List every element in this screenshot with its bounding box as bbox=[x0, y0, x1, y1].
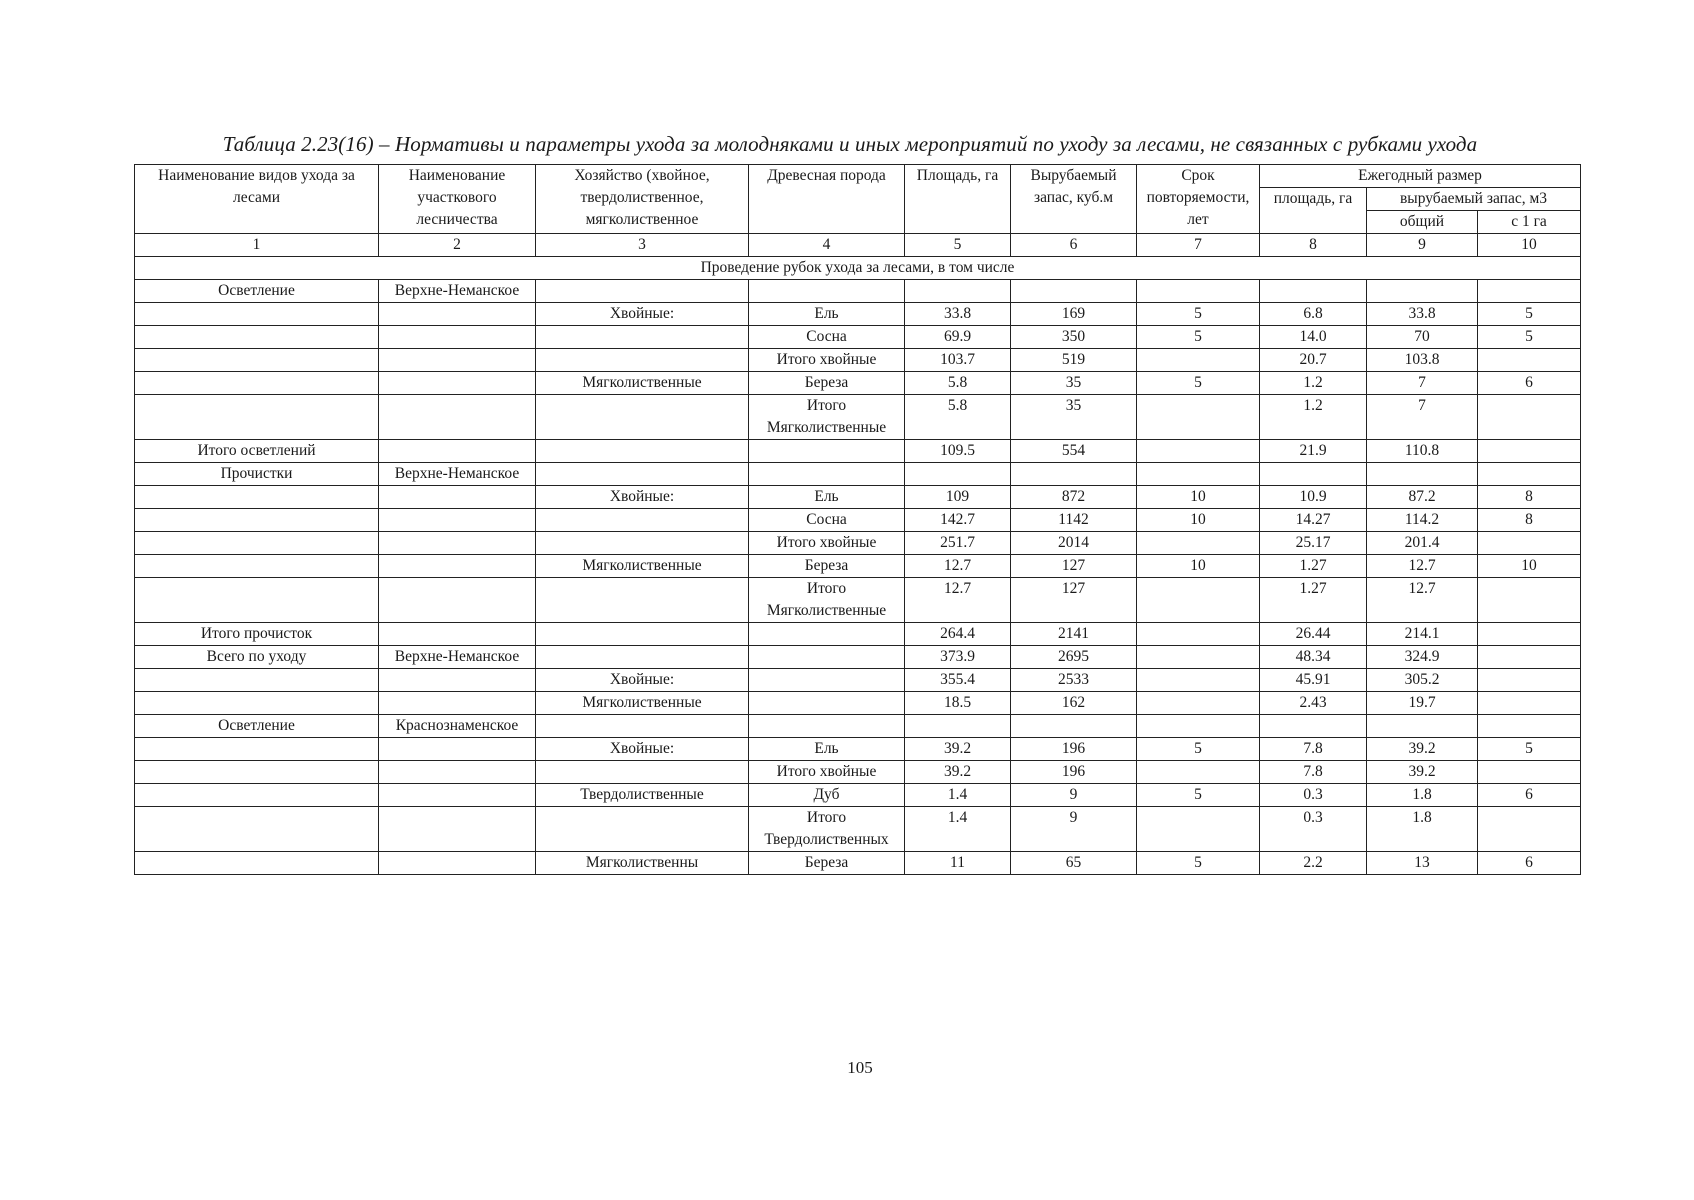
annual-stock-per-ha-cell bbox=[1478, 646, 1581, 669]
table-row bbox=[135, 509, 1581, 532]
column-number: 9 bbox=[1367, 234, 1478, 257]
area-cell: 33.8 bbox=[905, 303, 1011, 326]
care-type-cell bbox=[135, 578, 379, 623]
care-type-cell: Прочистки bbox=[135, 463, 379, 486]
economy-cell: Хвойные: bbox=[536, 486, 749, 509]
species-cell: Береза bbox=[749, 852, 905, 875]
annual-area-cell: 2.43 bbox=[1260, 692, 1367, 715]
species-cell: Итого Мягколиственные bbox=[749, 578, 905, 623]
care-type-cell bbox=[135, 738, 379, 761]
repeat-period-cell: 5 bbox=[1137, 372, 1260, 395]
repeat-period-cell bbox=[1137, 669, 1260, 692]
forestry-cell bbox=[379, 852, 536, 875]
forestry-cell bbox=[379, 486, 536, 509]
column-number: 2 bbox=[379, 234, 536, 257]
economy-cell bbox=[536, 463, 749, 486]
annual-stock-total-cell: 87.2 bbox=[1367, 486, 1478, 509]
species-cell bbox=[749, 646, 905, 669]
repeat-period-cell: 5 bbox=[1137, 738, 1260, 761]
annual-area-cell: 6.8 bbox=[1260, 303, 1367, 326]
cut-stock-cell: 196 bbox=[1011, 761, 1137, 784]
area-cell: 12.7 bbox=[905, 578, 1011, 623]
forestry-cell bbox=[379, 669, 536, 692]
care-type-cell bbox=[135, 509, 379, 532]
care-type-cell bbox=[135, 372, 379, 395]
species-cell: Дуб bbox=[749, 784, 905, 807]
annual-stock-total-cell: 13 bbox=[1367, 852, 1478, 875]
section-title: Проведение рубок ухода за лесами, в том числе bbox=[135, 257, 1581, 280]
annual-stock-per-ha-cell: 6 bbox=[1478, 784, 1581, 807]
header-stock-total: общий bbox=[1367, 211, 1478, 234]
economy-cell bbox=[536, 395, 749, 440]
annual-stock-per-ha-cell: 5 bbox=[1478, 738, 1581, 761]
species-cell: Итого хвойные bbox=[749, 532, 905, 555]
annual-stock-per-ha-cell bbox=[1478, 761, 1581, 784]
forestry-cell bbox=[379, 349, 536, 372]
table-row bbox=[135, 623, 1581, 646]
annual-area-cell: 1.2 bbox=[1260, 372, 1367, 395]
area-cell bbox=[905, 280, 1011, 303]
economy-cell bbox=[536, 280, 749, 303]
species-cell: Сосна bbox=[749, 326, 905, 349]
annual-stock-total-cell: 39.2 bbox=[1367, 761, 1478, 784]
annual-area-cell: 7.8 bbox=[1260, 738, 1367, 761]
forestry-cell bbox=[379, 303, 536, 326]
care-type-cell: Осветление bbox=[135, 280, 379, 303]
annual-stock-total-cell: 7 bbox=[1367, 395, 1478, 440]
cut-stock-cell: 2141 bbox=[1011, 623, 1137, 646]
table-row bbox=[135, 463, 1581, 486]
care-type-cell bbox=[135, 532, 379, 555]
annual-stock-total-cell: 214.1 bbox=[1367, 623, 1478, 646]
forestry-cell: Верхне-Неманское bbox=[379, 463, 536, 486]
table-row bbox=[135, 555, 1581, 578]
table-row bbox=[135, 395, 1581, 440]
area-cell: 251.7 bbox=[905, 532, 1011, 555]
cut-stock-cell: 872 bbox=[1011, 486, 1137, 509]
species-cell bbox=[749, 715, 905, 738]
repeat-period-cell bbox=[1137, 715, 1260, 738]
area-cell: 1.4 bbox=[905, 807, 1011, 852]
cut-stock-cell: 1142 bbox=[1011, 509, 1137, 532]
table-row bbox=[135, 532, 1581, 555]
annual-area-cell: 26.44 bbox=[1260, 623, 1367, 646]
economy-cell bbox=[536, 807, 749, 852]
area-cell bbox=[905, 463, 1011, 486]
annual-stock-total-cell: 7 bbox=[1367, 372, 1478, 395]
repeat-period-cell: 5 bbox=[1137, 303, 1260, 326]
column-number-row bbox=[135, 234, 1581, 257]
annual-stock-per-ha-cell: 10 bbox=[1478, 555, 1581, 578]
table-row bbox=[135, 646, 1581, 669]
column-number: 7 bbox=[1137, 234, 1260, 257]
area-cell: 5.8 bbox=[905, 395, 1011, 440]
table-row bbox=[135, 280, 1581, 303]
column-number: 3 bbox=[536, 234, 749, 257]
annual-stock-per-ha-cell: 5 bbox=[1478, 303, 1581, 326]
forest-care-table bbox=[134, 164, 1581, 875]
cut-stock-cell: 35 bbox=[1011, 395, 1137, 440]
economy-cell: Твердолиственные bbox=[536, 784, 749, 807]
repeat-period-cell bbox=[1137, 463, 1260, 486]
annual-area-cell: 1.27 bbox=[1260, 578, 1367, 623]
annual-stock-per-ha-cell bbox=[1478, 807, 1581, 852]
annual-stock-total-cell: 12.7 bbox=[1367, 555, 1478, 578]
species-cell: Итого Твердолиственных bbox=[749, 807, 905, 852]
cut-stock-cell: 554 bbox=[1011, 440, 1137, 463]
table-row bbox=[135, 738, 1581, 761]
species-cell bbox=[749, 669, 905, 692]
annual-stock-per-ha-cell bbox=[1478, 280, 1581, 303]
cut-stock-cell: 65 bbox=[1011, 852, 1137, 875]
repeat-period-cell: 5 bbox=[1137, 326, 1260, 349]
table-row bbox=[135, 761, 1581, 784]
forestry-cell bbox=[379, 555, 536, 578]
cut-stock-cell: 35 bbox=[1011, 372, 1137, 395]
economy-cell bbox=[536, 761, 749, 784]
cut-stock-cell: 127 bbox=[1011, 578, 1137, 623]
column-number: 8 bbox=[1260, 234, 1367, 257]
repeat-period-cell bbox=[1137, 440, 1260, 463]
care-type-cell bbox=[135, 852, 379, 875]
forestry-cell bbox=[379, 326, 536, 349]
area-cell: 142.7 bbox=[905, 509, 1011, 532]
annual-area-cell: 48.34 bbox=[1260, 646, 1367, 669]
forestry-cell bbox=[379, 692, 536, 715]
area-cell: 12.7 bbox=[905, 555, 1011, 578]
annual-stock-total-cell: 19.7 bbox=[1367, 692, 1478, 715]
repeat-period-cell: 10 bbox=[1137, 555, 1260, 578]
annual-area-cell: 14.27 bbox=[1260, 509, 1367, 532]
economy-cell bbox=[536, 326, 749, 349]
forestry-cell bbox=[379, 440, 536, 463]
repeat-period-cell bbox=[1137, 395, 1260, 440]
cut-stock-cell: 196 bbox=[1011, 738, 1137, 761]
annual-area-cell bbox=[1260, 463, 1367, 486]
annual-stock-total-cell: 114.2 bbox=[1367, 509, 1478, 532]
species-cell: Береза bbox=[749, 372, 905, 395]
species-cell: Ель bbox=[749, 303, 905, 326]
care-type-cell: Итого осветлений bbox=[135, 440, 379, 463]
annual-stock-per-ha-cell bbox=[1478, 440, 1581, 463]
forestry-cell bbox=[379, 395, 536, 440]
care-type-cell: Всего по уходу bbox=[135, 646, 379, 669]
annual-stock-total-cell: 39.2 bbox=[1367, 738, 1478, 761]
repeat-period-cell bbox=[1137, 623, 1260, 646]
economy-cell: Мягколиственны bbox=[536, 852, 749, 875]
area-cell: 109.5 bbox=[905, 440, 1011, 463]
cut-stock-cell: 169 bbox=[1011, 303, 1137, 326]
care-type-cell bbox=[135, 761, 379, 784]
annual-stock-per-ha-cell bbox=[1478, 669, 1581, 692]
species-cell bbox=[749, 623, 905, 646]
forestry-cell bbox=[379, 578, 536, 623]
economy-cell bbox=[536, 623, 749, 646]
care-type-cell bbox=[135, 326, 379, 349]
table-row bbox=[135, 326, 1581, 349]
economy-cell bbox=[536, 532, 749, 555]
annual-stock-per-ha-cell bbox=[1478, 532, 1581, 555]
cut-stock-cell: 2533 bbox=[1011, 669, 1137, 692]
repeat-period-cell bbox=[1137, 578, 1260, 623]
annual-stock-total-cell: 70 bbox=[1367, 326, 1478, 349]
area-cell: 39.2 bbox=[905, 738, 1011, 761]
forestry-cell bbox=[379, 784, 536, 807]
table-row bbox=[135, 372, 1581, 395]
table-row bbox=[135, 784, 1581, 807]
care-type-cell bbox=[135, 807, 379, 852]
annual-area-cell: 0.3 bbox=[1260, 784, 1367, 807]
repeat-period-cell: 10 bbox=[1137, 486, 1260, 509]
economy-cell: Мягколиственные bbox=[536, 372, 749, 395]
table-row bbox=[135, 669, 1581, 692]
repeat-period-cell bbox=[1137, 761, 1260, 784]
column-number: 5 bbox=[905, 234, 1011, 257]
header-annual-size: Ежегодный размер bbox=[1260, 165, 1581, 188]
forestry-cell bbox=[379, 761, 536, 784]
care-type-cell bbox=[135, 349, 379, 372]
forestry-cell: Верхне-Неманское bbox=[379, 646, 536, 669]
annual-stock-total-cell: 1.8 bbox=[1367, 784, 1478, 807]
table-row bbox=[135, 578, 1581, 623]
annual-stock-per-ha-cell bbox=[1478, 623, 1581, 646]
area-cell: 109 bbox=[905, 486, 1011, 509]
annual-area-cell: 0.3 bbox=[1260, 807, 1367, 852]
species-cell: Сосна bbox=[749, 509, 905, 532]
economy-cell bbox=[536, 715, 749, 738]
economy-cell bbox=[536, 578, 749, 623]
annual-area-cell: 10.9 bbox=[1260, 486, 1367, 509]
header-species: Древесная порода bbox=[749, 165, 905, 234]
table-body bbox=[135, 257, 1581, 875]
header-stock-per-ha: с 1 га bbox=[1478, 211, 1581, 234]
species-cell: Ель bbox=[749, 738, 905, 761]
area-cell: 264.4 bbox=[905, 623, 1011, 646]
table-row bbox=[135, 349, 1581, 372]
forestry-cell: Верхне-Неманское bbox=[379, 280, 536, 303]
section-row bbox=[135, 257, 1581, 280]
header-economy: Хозяйство (хвойное, твердолиственное, мягколиственное bbox=[536, 165, 749, 234]
annual-stock-per-ha-cell bbox=[1478, 715, 1581, 738]
care-type-cell bbox=[135, 692, 379, 715]
area-cell: 373.9 bbox=[905, 646, 1011, 669]
annual-stock-per-ha-cell: 8 bbox=[1478, 486, 1581, 509]
repeat-period-cell bbox=[1137, 280, 1260, 303]
annual-area-cell: 45.91 bbox=[1260, 669, 1367, 692]
header-repeat-period: Срок повторяемости, лет bbox=[1137, 165, 1260, 234]
repeat-period-cell bbox=[1137, 532, 1260, 555]
annual-stock-total-cell: 1.8 bbox=[1367, 807, 1478, 852]
annual-stock-total-cell: 305.2 bbox=[1367, 669, 1478, 692]
header-cut-stock: Вырубаемый запас, куб.м bbox=[1011, 165, 1137, 234]
annual-area-cell: 2.2 bbox=[1260, 852, 1367, 875]
annual-area-cell: 20.7 bbox=[1260, 349, 1367, 372]
annual-area-cell bbox=[1260, 715, 1367, 738]
area-cell: 11 bbox=[905, 852, 1011, 875]
forestry-cell bbox=[379, 509, 536, 532]
header-annual-stock: вырубаемый запас, м3 bbox=[1367, 188, 1581, 211]
annual-stock-total-cell: 33.8 bbox=[1367, 303, 1478, 326]
table-row bbox=[135, 852, 1581, 875]
cut-stock-cell: 162 bbox=[1011, 692, 1137, 715]
annual-stock-per-ha-cell bbox=[1478, 692, 1581, 715]
annual-stock-per-ha-cell: 6 bbox=[1478, 852, 1581, 875]
economy-cell: Хвойные: bbox=[536, 303, 749, 326]
repeat-period-cell: 5 bbox=[1137, 852, 1260, 875]
species-cell bbox=[749, 280, 905, 303]
species-cell: Береза bbox=[749, 555, 905, 578]
header-area: Площадь, га bbox=[905, 165, 1011, 234]
forestry-cell bbox=[379, 623, 536, 646]
annual-stock-per-ha-cell: 6 bbox=[1478, 372, 1581, 395]
table-caption: Таблица 2.23(16) – Нормативы и параметры ухода за молодняками и иных мероприятий по уходу за лесами, не связанных с рубками ухода bbox=[222, 132, 1478, 156]
care-type-cell: Итого прочисток bbox=[135, 623, 379, 646]
table-row bbox=[135, 807, 1581, 852]
economy-cell: Хвойные: bbox=[536, 669, 749, 692]
annual-stock-total-cell: 201.4 bbox=[1367, 532, 1478, 555]
header-care-type: Наименование видов ухода за лесами bbox=[135, 165, 379, 234]
species-cell: Итого Мягколиственные bbox=[749, 395, 905, 440]
header-annual-area: площадь, га bbox=[1260, 188, 1367, 234]
repeat-period-cell: 5 bbox=[1137, 784, 1260, 807]
area-cell: 1.4 bbox=[905, 784, 1011, 807]
species-cell bbox=[749, 440, 905, 463]
area-cell: 69.9 bbox=[905, 326, 1011, 349]
economy-cell bbox=[536, 440, 749, 463]
table-row bbox=[135, 692, 1581, 715]
species-cell: Ель bbox=[749, 486, 905, 509]
care-type-cell bbox=[135, 555, 379, 578]
table-row bbox=[135, 303, 1581, 326]
care-type-cell bbox=[135, 395, 379, 440]
care-type-cell bbox=[135, 486, 379, 509]
annual-area-cell: 14.0 bbox=[1260, 326, 1367, 349]
cut-stock-cell: 350 bbox=[1011, 326, 1137, 349]
area-cell: 103.7 bbox=[905, 349, 1011, 372]
area-cell: 39.2 bbox=[905, 761, 1011, 784]
economy-cell: Мягколиственные bbox=[536, 692, 749, 715]
forestry-cell bbox=[379, 807, 536, 852]
cut-stock-cell bbox=[1011, 463, 1137, 486]
annual-stock-per-ha-cell bbox=[1478, 578, 1581, 623]
page-number: 105 bbox=[847, 1058, 873, 1077]
cut-stock-cell: 2014 bbox=[1011, 532, 1137, 555]
repeat-period-cell bbox=[1137, 349, 1260, 372]
forestry-cell bbox=[379, 532, 536, 555]
cut-stock-cell: 2695 bbox=[1011, 646, 1137, 669]
annual-stock-total-cell bbox=[1367, 280, 1478, 303]
species-cell: Итого хвойные bbox=[749, 349, 905, 372]
annual-area-cell: 21.9 bbox=[1260, 440, 1367, 463]
annual-stock-total-cell: 110.8 bbox=[1367, 440, 1478, 463]
annual-stock-per-ha-cell: 5 bbox=[1478, 326, 1581, 349]
area-cell: 5.8 bbox=[905, 372, 1011, 395]
species-cell: Итого хвойные bbox=[749, 761, 905, 784]
annual-stock-total-cell: 103.8 bbox=[1367, 349, 1478, 372]
table-row bbox=[135, 440, 1581, 463]
economy-cell bbox=[536, 509, 749, 532]
annual-area-cell: 7.8 bbox=[1260, 761, 1367, 784]
area-cell: 18.5 bbox=[905, 692, 1011, 715]
annual-area-cell bbox=[1260, 280, 1367, 303]
repeat-period-cell: 10 bbox=[1137, 509, 1260, 532]
annual-stock-total-cell bbox=[1367, 715, 1478, 738]
economy-cell: Мягколиственные bbox=[536, 555, 749, 578]
forestry-cell bbox=[379, 372, 536, 395]
cut-stock-cell bbox=[1011, 715, 1137, 738]
cut-stock-cell: 519 bbox=[1011, 349, 1137, 372]
annual-area-cell: 1.2 bbox=[1260, 395, 1367, 440]
column-number: 10 bbox=[1478, 234, 1581, 257]
care-type-cell bbox=[135, 784, 379, 807]
area-cell: 355.4 bbox=[905, 669, 1011, 692]
area-cell bbox=[905, 715, 1011, 738]
repeat-period-cell bbox=[1137, 692, 1260, 715]
column-number: 1 bbox=[135, 234, 379, 257]
annual-stock-total-cell: 324.9 bbox=[1367, 646, 1478, 669]
annual-stock-per-ha-cell bbox=[1478, 349, 1581, 372]
forestry-cell bbox=[379, 738, 536, 761]
repeat-period-cell bbox=[1137, 646, 1260, 669]
annual-stock-total-cell bbox=[1367, 463, 1478, 486]
repeat-period-cell bbox=[1137, 807, 1260, 852]
table-row bbox=[135, 486, 1581, 509]
annual-stock-per-ha-cell bbox=[1478, 395, 1581, 440]
column-number: 4 bbox=[749, 234, 905, 257]
cut-stock-cell bbox=[1011, 280, 1137, 303]
annual-area-cell: 1.27 bbox=[1260, 555, 1367, 578]
care-type-cell: Осветление bbox=[135, 715, 379, 738]
cut-stock-cell: 9 bbox=[1011, 784, 1137, 807]
annual-stock-total-cell: 12.7 bbox=[1367, 578, 1478, 623]
cut-stock-cell: 9 bbox=[1011, 807, 1137, 852]
economy-cell bbox=[536, 349, 749, 372]
column-number: 6 bbox=[1011, 234, 1137, 257]
economy-cell bbox=[536, 646, 749, 669]
care-type-cell bbox=[135, 669, 379, 692]
annual-stock-per-ha-cell bbox=[1478, 463, 1581, 486]
economy-cell: Хвойные: bbox=[536, 738, 749, 761]
care-type-cell bbox=[135, 303, 379, 326]
annual-area-cell: 25.17 bbox=[1260, 532, 1367, 555]
species-cell bbox=[749, 692, 905, 715]
forestry-cell: Краснознаменское bbox=[379, 715, 536, 738]
species-cell bbox=[749, 463, 905, 486]
header-forestry: Наименование участкового лесничества bbox=[379, 165, 536, 234]
table-row bbox=[135, 715, 1581, 738]
cut-stock-cell: 127 bbox=[1011, 555, 1137, 578]
annual-stock-per-ha-cell: 8 bbox=[1478, 509, 1581, 532]
